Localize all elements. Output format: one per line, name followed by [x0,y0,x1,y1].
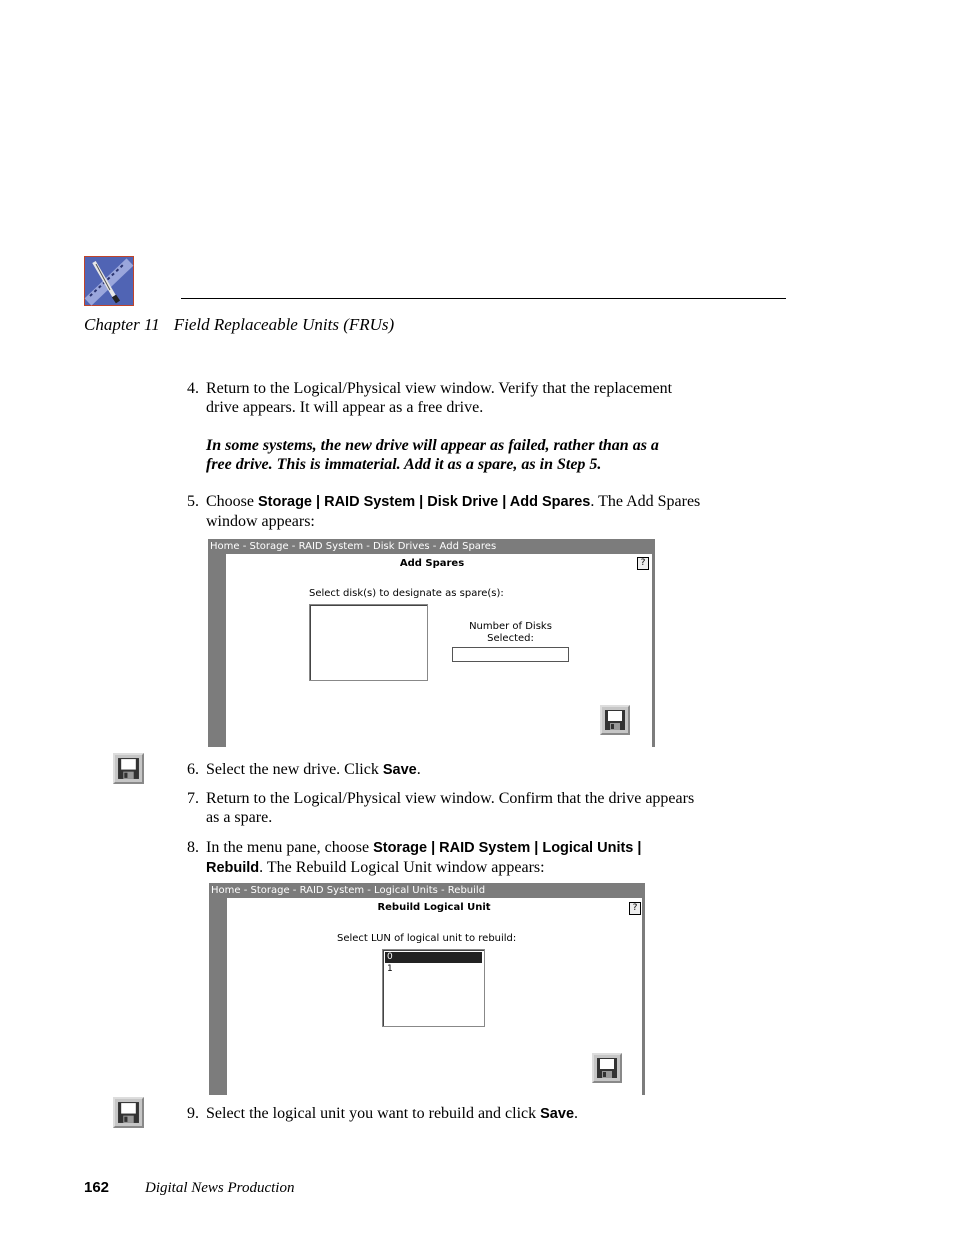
step-number: 6. [187,761,199,778]
step-7-text: Return to the Logical/Physical view window. Confirm that the drive appears as a spare. [206,790,695,826]
menu-path: Storage | RAID System | Logical Units | [373,840,642,856]
menu-pane-edge [209,898,227,1095]
disk-count-field[interactable] [452,647,569,662]
step-9-text: Select the logical unit you want to rebuild and click Save. [206,1105,579,1122]
add-spares-window [208,539,655,747]
step-number: 4. [187,380,199,397]
breadcrumb[interactable]: Home - Storage - RAID System - Logical Units - Rebuild [209,883,645,898]
floppy-disk-icon [596,1057,618,1079]
note-text: In some systems, the new drive will appear as failed, rather than as a free drive. This is immaterial. Add it as a spare, as in Step 5. [206,437,659,473]
step-number: 7. [187,790,199,807]
step-4-text: Return to the Logical/Physical view window. Verify that the replacement drive appears. It will appear as a free drive. [206,380,673,416]
menu-path: Storage | RAID System | Disk Drive | Add Spares [258,494,591,510]
window-title: Add Spares [399,558,465,569]
window-title: Rebuild Logical Unit [377,902,491,913]
save-icon-margin [113,1097,144,1128]
step-8-text: In the menu pane, choose Storage | RAID System | Logical Units | Rebuild. The Rebuild Logical Unit window appears: [206,839,642,876]
chapter-label: Chapter 11 [84,315,160,334]
step-number: 5. [187,493,199,510]
step-5-text: Choose Storage | RAID System | Disk Drive | Add Spares. The Add Spares window appears: [206,493,701,530]
header-rule [181,298,786,299]
floppy-disk-icon [117,1101,140,1124]
help-icon[interactable]: ? [629,902,641,915]
list-item[interactable]: 0 [385,952,482,963]
save-button[interactable] [592,1053,622,1083]
chapter-heading [84,315,394,334]
floppy-disk-icon [604,709,626,731]
step-number: 8. [187,839,199,856]
list-item[interactable]: 1 [387,964,393,974]
chapter-title: Field Replaceable Units (FRUs) [173,315,395,334]
select-label: Select LUN of logical unit to rebuild: [337,933,517,944]
select-label: Select disk(s) to designate as spare(s): [309,588,504,599]
lun-listbox[interactable] [382,949,485,1027]
breadcrumb[interactable]: Home - Storage - RAID System - Disk Drives - Add Spares [208,539,655,554]
count-label-1: Number of Disks [469,621,552,632]
disk-listbox[interactable] [309,604,428,681]
save-button[interactable] [600,705,630,735]
book-title: Digital News Production [145,1180,295,1196]
page-number: 162 [84,1179,110,1196]
floppy-disk-icon [117,757,140,780]
scrollbar[interactable] [642,898,645,1095]
scrollbar[interactable] [652,554,655,747]
menu-pane-edge [208,554,226,747]
product-logo [84,256,134,306]
step-6-text: Select the new drive. Click Save. [206,761,421,778]
rebuild-logical-unit-window [209,883,645,1095]
help-icon[interactable]: ? [637,557,649,570]
save-icon-margin [113,753,144,784]
step-number: 9. [187,1105,199,1122]
count-label-2: Selected: [487,633,534,644]
